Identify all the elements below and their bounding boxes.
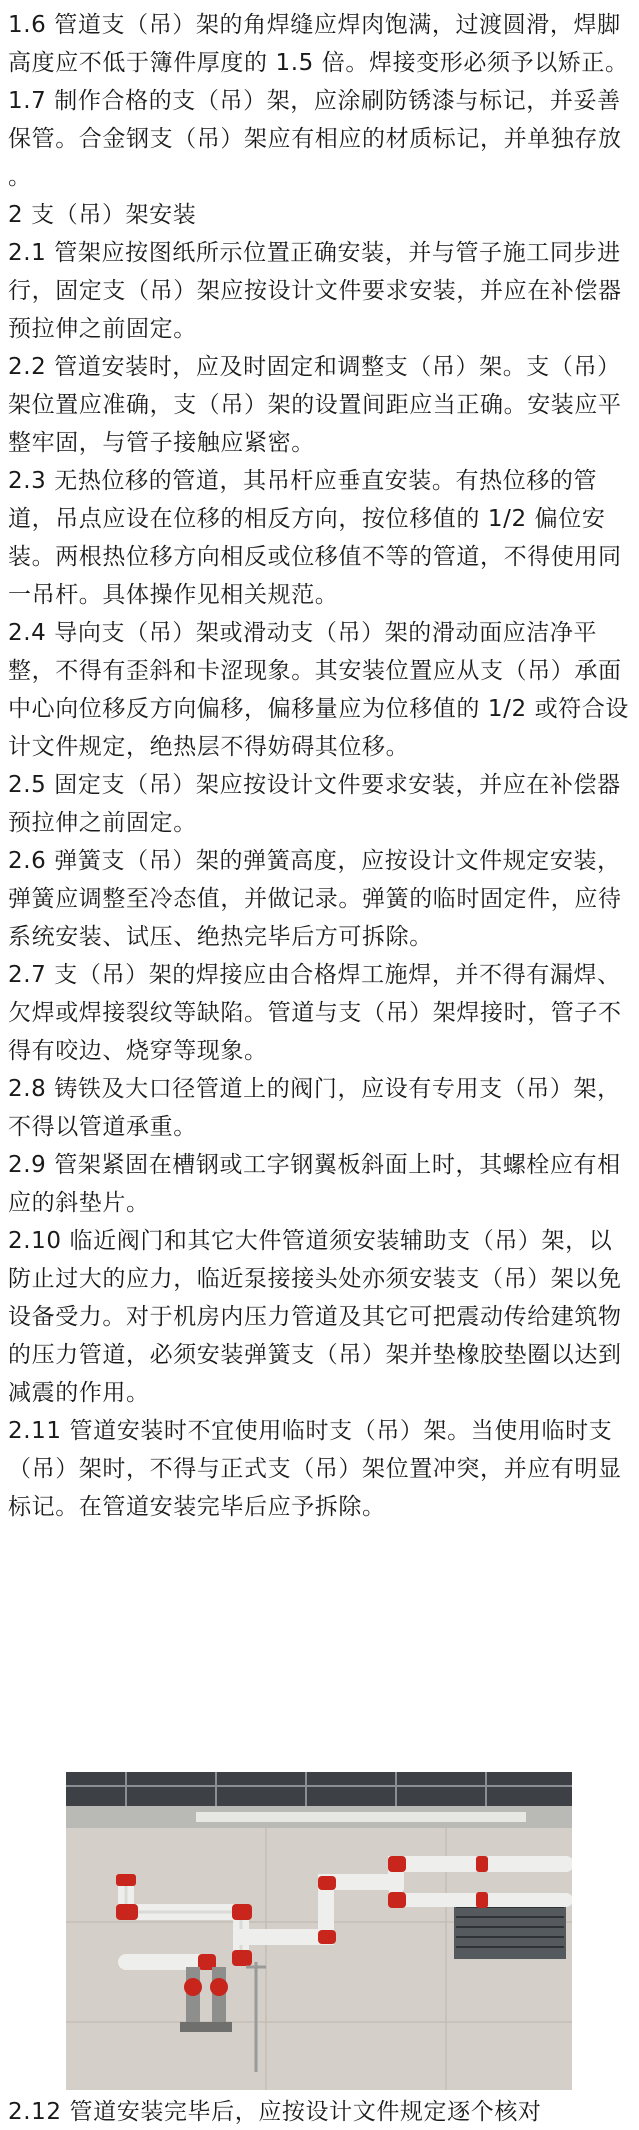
paragraph-2-5: 2.5 固定支（吊）架应按设计文件要求安装，并应在补偿器预拉伸之前固定。 bbox=[8, 772, 621, 836]
paragraph-2-9: 2.9 管架紧固在槽钢或工字钢翼板斜面上时，其螺栓应有相应的斜垫片。 bbox=[8, 1152, 621, 1216]
paragraph-2-11: 2.11 管道安装时不宜使用临时支（吊）架。当使用临时支（吊）架时，不得与正式支（吊）架位置冲突，并应有明显标记。在管道安装完毕后应予拆除。 bbox=[8, 1418, 622, 1520]
photo-illustration bbox=[66, 1772, 572, 2090]
paragraph-2-8: 2.8 铸铁及大口径管道上的阀门，应设有专用支（吊）架，不得以管道承重。 bbox=[8, 1076, 621, 1140]
paragraph-1-7: 1.7 制作合格的支（吊）架，应涂刷防锈漆与标记，并妥善保管。合金钢支（吊）架应有相应的材质标记，并单独存放 。 bbox=[8, 88, 622, 190]
paragraph-2-12-partial: 2.12 管道安装完毕后，应按设计文件规定逐个核对 bbox=[8, 2099, 542, 2125]
paragraph-2-2: 2.2 管道安装时，应及时固定和调整支（吊）架。支（吊）架位置应准确，支（吊）架的设置间距应当正确。安装应平整牢固，与管子接触应紧密。 bbox=[8, 354, 622, 456]
paragraph-2-1: 2.1 管架应按图纸所示位置正确安装，并与管子施工同步进行，固定支（吊）架应按设计文件要求安装，并应在补偿器预拉伸之前固定。 bbox=[8, 240, 622, 342]
window-band bbox=[66, 1772, 572, 1806]
paragraph-2-4: 2.4 导向支（吊）架或滑动支（吊）架的滑动面应洁净平整，不得有歪斜和卡涩现象。其安装位置应从支（吊）承面中心向位移反方向偏移，偏移量应为位移值的 1/2 或符合设计文件规定，绝热层不得妨碍其位移。 bbox=[8, 620, 630, 760]
metal-panel-highlight bbox=[196, 1812, 526, 1822]
paragraph-2-6: 2.6 弹簧支（吊）架的弹簧高度，应按设计文件规定安装，弹簧应调整至冷态值，并做记录。弹簧的临时固定件，应待系统安装、试压、绝热完毕后方可拆除。 bbox=[8, 848, 622, 950]
paragraph-1-6: 1.6 管道支（吊）架的角焊缝应焊肉饱满，过渡圆滑，焊脚高度应不低于簿件厚度的 1.5 倍。焊接变形必须予以矫正。 bbox=[8, 12, 629, 76]
paragraph-2-3: 2.3 无热位移的管道，其吊杆应垂直安装。有热位移的管道，吊点应设在位移的相反方向，按位移值的 1/2 偏位安装。两根热位移方向相反或位移值不等的管道，不得使用同一吊杆。具体操作见相关规范。 bbox=[8, 468, 622, 608]
pipes-on-wall-photo bbox=[66, 1772, 572, 2090]
section-heading-2: 2 支（吊）架安装 bbox=[8, 202, 197, 228]
paragraph-2-7: 2.7 支（吊）架的焊接应由合格焊工施焊，并不得有漏焊、欠焊或焊接裂纹等缺陷。管道与支（吊）架焊接时，管子不得有咬边、烧穿等现象。 bbox=[8, 962, 622, 1064]
paragraph-2-10: 2.10 临近阀门和其它大件管道须安装辅助支（吊）架，以防止过大的应力，临近泵接接头处亦须安装支（吊）架以免设备受力。对于机房内压力管道及其它可把震动传给建筑物的压力管道，必须安装弹簧支（吊）架并垫橡胶垫圈以达到减震的作用。 bbox=[8, 1228, 622, 1406]
